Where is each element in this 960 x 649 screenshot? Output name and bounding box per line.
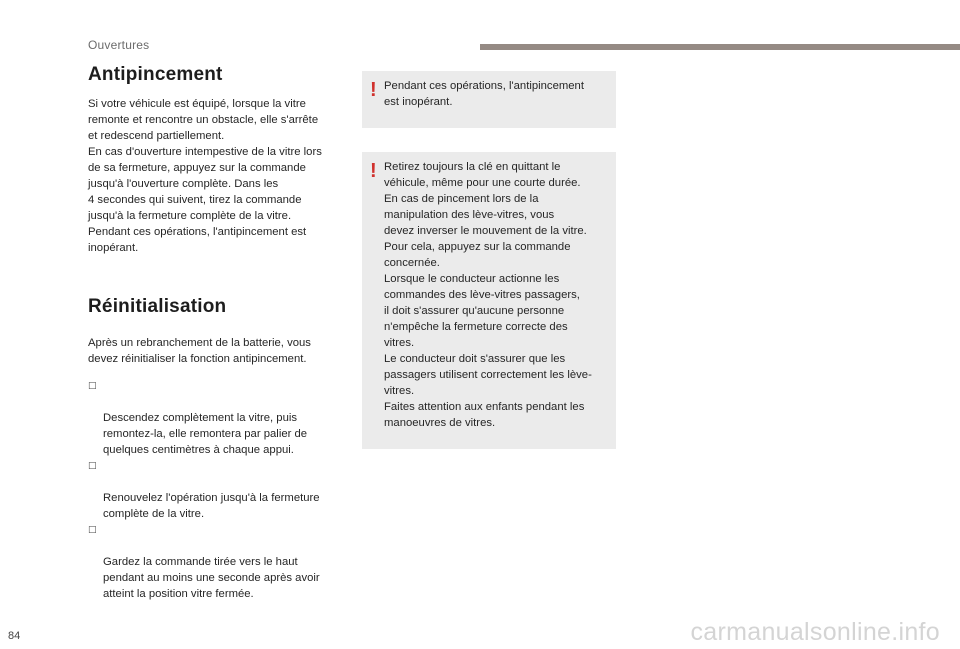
exclamation-icon: !	[370, 79, 377, 101]
reinitialisation-heading: Réinitialisation	[88, 296, 227, 317]
step-text: Renouvelez l'opération jusqu'à la fermeture complète de la vitre.	[103, 492, 320, 520]
checkbox-icon: □	[88, 525, 97, 535]
page-number: 84	[8, 630, 21, 642]
checkbox-icon: □	[88, 381, 97, 391]
warning-box	[362, 152, 616, 449]
warning-box	[362, 71, 616, 128]
left-column	[88, 64, 346, 600]
checkbox-icon: □	[88, 461, 97, 471]
antipincement-heading: Antipincement	[88, 64, 223, 85]
watermark: carmanualsonline.info	[690, 618, 940, 646]
section-title: Ouvertures	[88, 38, 150, 52]
list-item	[88, 522, 346, 602]
list-item	[88, 458, 346, 522]
warning-text: Pendant ces opérations, l'antipincement est inopérant.	[384, 80, 584, 108]
antipincement-body: Si votre véhicule est équipé, lorsque la vitre remonte et rencontre un obstacle, elle s'arrête et redescend partiellement. En cas d'ouverture intempestive de la vitre lors de sa fermeture, appuyez sur la commande jusqu'à l'ouverture complète. Dans les 4 secondes qui suivent, tirez la commande jusqu'à la fermeture complète de la vitre. Pendant ces opérations, l'antipincement est inopérant.	[88, 98, 322, 254]
step-text: Gardez la commande tirée vers le haut pendant au moins une seconde après avoir atteint la position vitre fermée.	[103, 556, 320, 600]
reinitialisation-steps	[88, 378, 346, 602]
warning-text: Retirez toujours la clé en quittant le véhicule, même pour une courte durée. En cas de pincement lors de la manipulation des lève-vitres, vous devez inverser le mouvement de la vitre. Pour cela, appuyez sur la commande concernée. Lorsque le conducteur actionne les commandes des lève-vitres passagers, il doit s'assurer qu'aucune personne n'empêche la fermeture correcte des vitres. Le conducteur doit s'assurer que les passagers utilisent correctement les lève- vitres. Faites attention aux enfants pendant les manoeuvres de vitres.	[384, 161, 592, 429]
reinitialisation-intro: Après un rebranchement de la batterie, vous devez réinitialiser la fonction antipincement.	[88, 337, 311, 365]
step-text: Descendez complètement la vitre, puis remontez-la, elle remontera par palier de quelques centimètres à chaque appui.	[103, 412, 308, 456]
exclamation-icon: !	[370, 160, 377, 182]
header-divider-bar	[480, 44, 960, 50]
list-item	[88, 378, 346, 458]
